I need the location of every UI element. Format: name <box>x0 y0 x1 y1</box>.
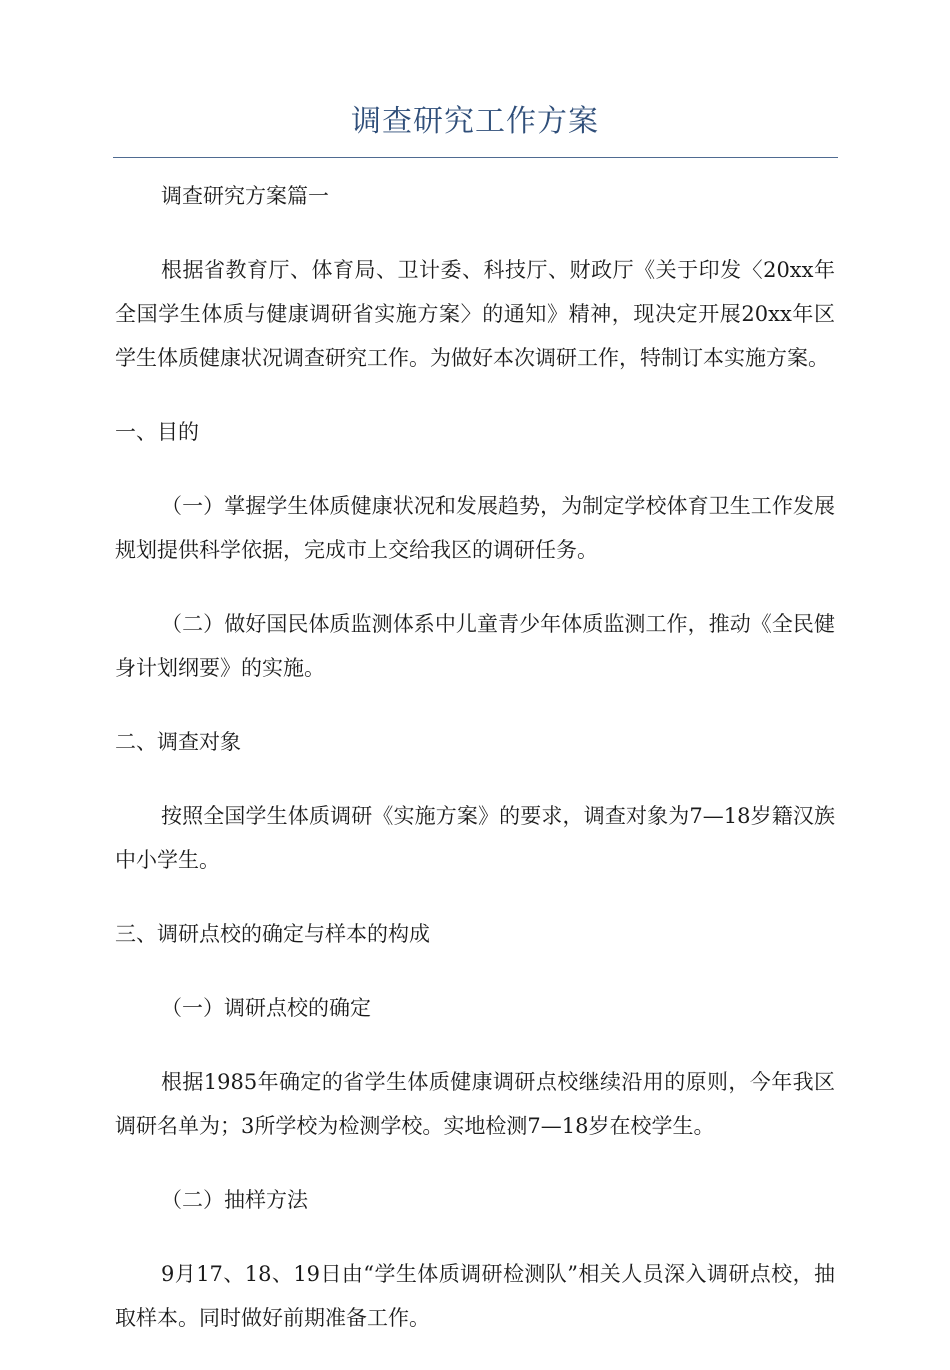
paragraph-purpose-1: （一）掌握学生体质健康状况和发展趋势，为制定学校体育卫生工作发展规划提供科学依据，完成市上交给我区的调研任务。 <box>115 494 835 562</box>
subheading-school-selection: （一）调研点校的确定 <box>161 996 371 1020</box>
subheading-sampling-method: （二）抽样方法 <box>161 1188 308 1212</box>
paragraph-intro: 根据省教育厅、体育局、卫计委、科技厅、财政厅《关于印发〈20xx年全国学生体质与健康调研省实施方案〉的通知》精神，现决定开展20xx年区学生体质健康状况调查研究工作。为做好本次调研工作，特制订本实施方案。 <box>115 258 835 370</box>
paragraph-sampling-method: 9月17、18、19日由“学生体质调研检测队”相关人员深入调研点校，抽取样本。同时做好前期准备工作。 <box>115 1262 835 1330</box>
heading-sampling: 三、调研点校的确定与样本的构成 <box>115 922 430 946</box>
heading-purpose: 一、目的 <box>115 420 199 444</box>
paragraph-purpose-2: （二）做好国民体质监测体系中儿童青少年体质监测工作，推动《全民健身计划纲要》的实施。 <box>115 612 835 680</box>
paragraph-subjects: 按照全国学生体质调研《实施方案》的要求，调查对象为7—18岁籍汉族中小学生。 <box>115 804 835 872</box>
paragraph-section-heading: 调查研究方案篇一 <box>161 184 329 208</box>
paragraph-school-selection: 根据1985年确定的省学生体质健康调研点校继续沿用的原则，今年我区调研名单为；3所学校为检测学校。实地检测7—18岁在校学生。 <box>115 1070 835 1138</box>
document-title: 调查研究工作方案 <box>351 104 599 139</box>
title-divider <box>113 157 838 158</box>
document-body <box>115 174 835 1370</box>
heading-subjects: 二、调查对象 <box>115 730 241 754</box>
